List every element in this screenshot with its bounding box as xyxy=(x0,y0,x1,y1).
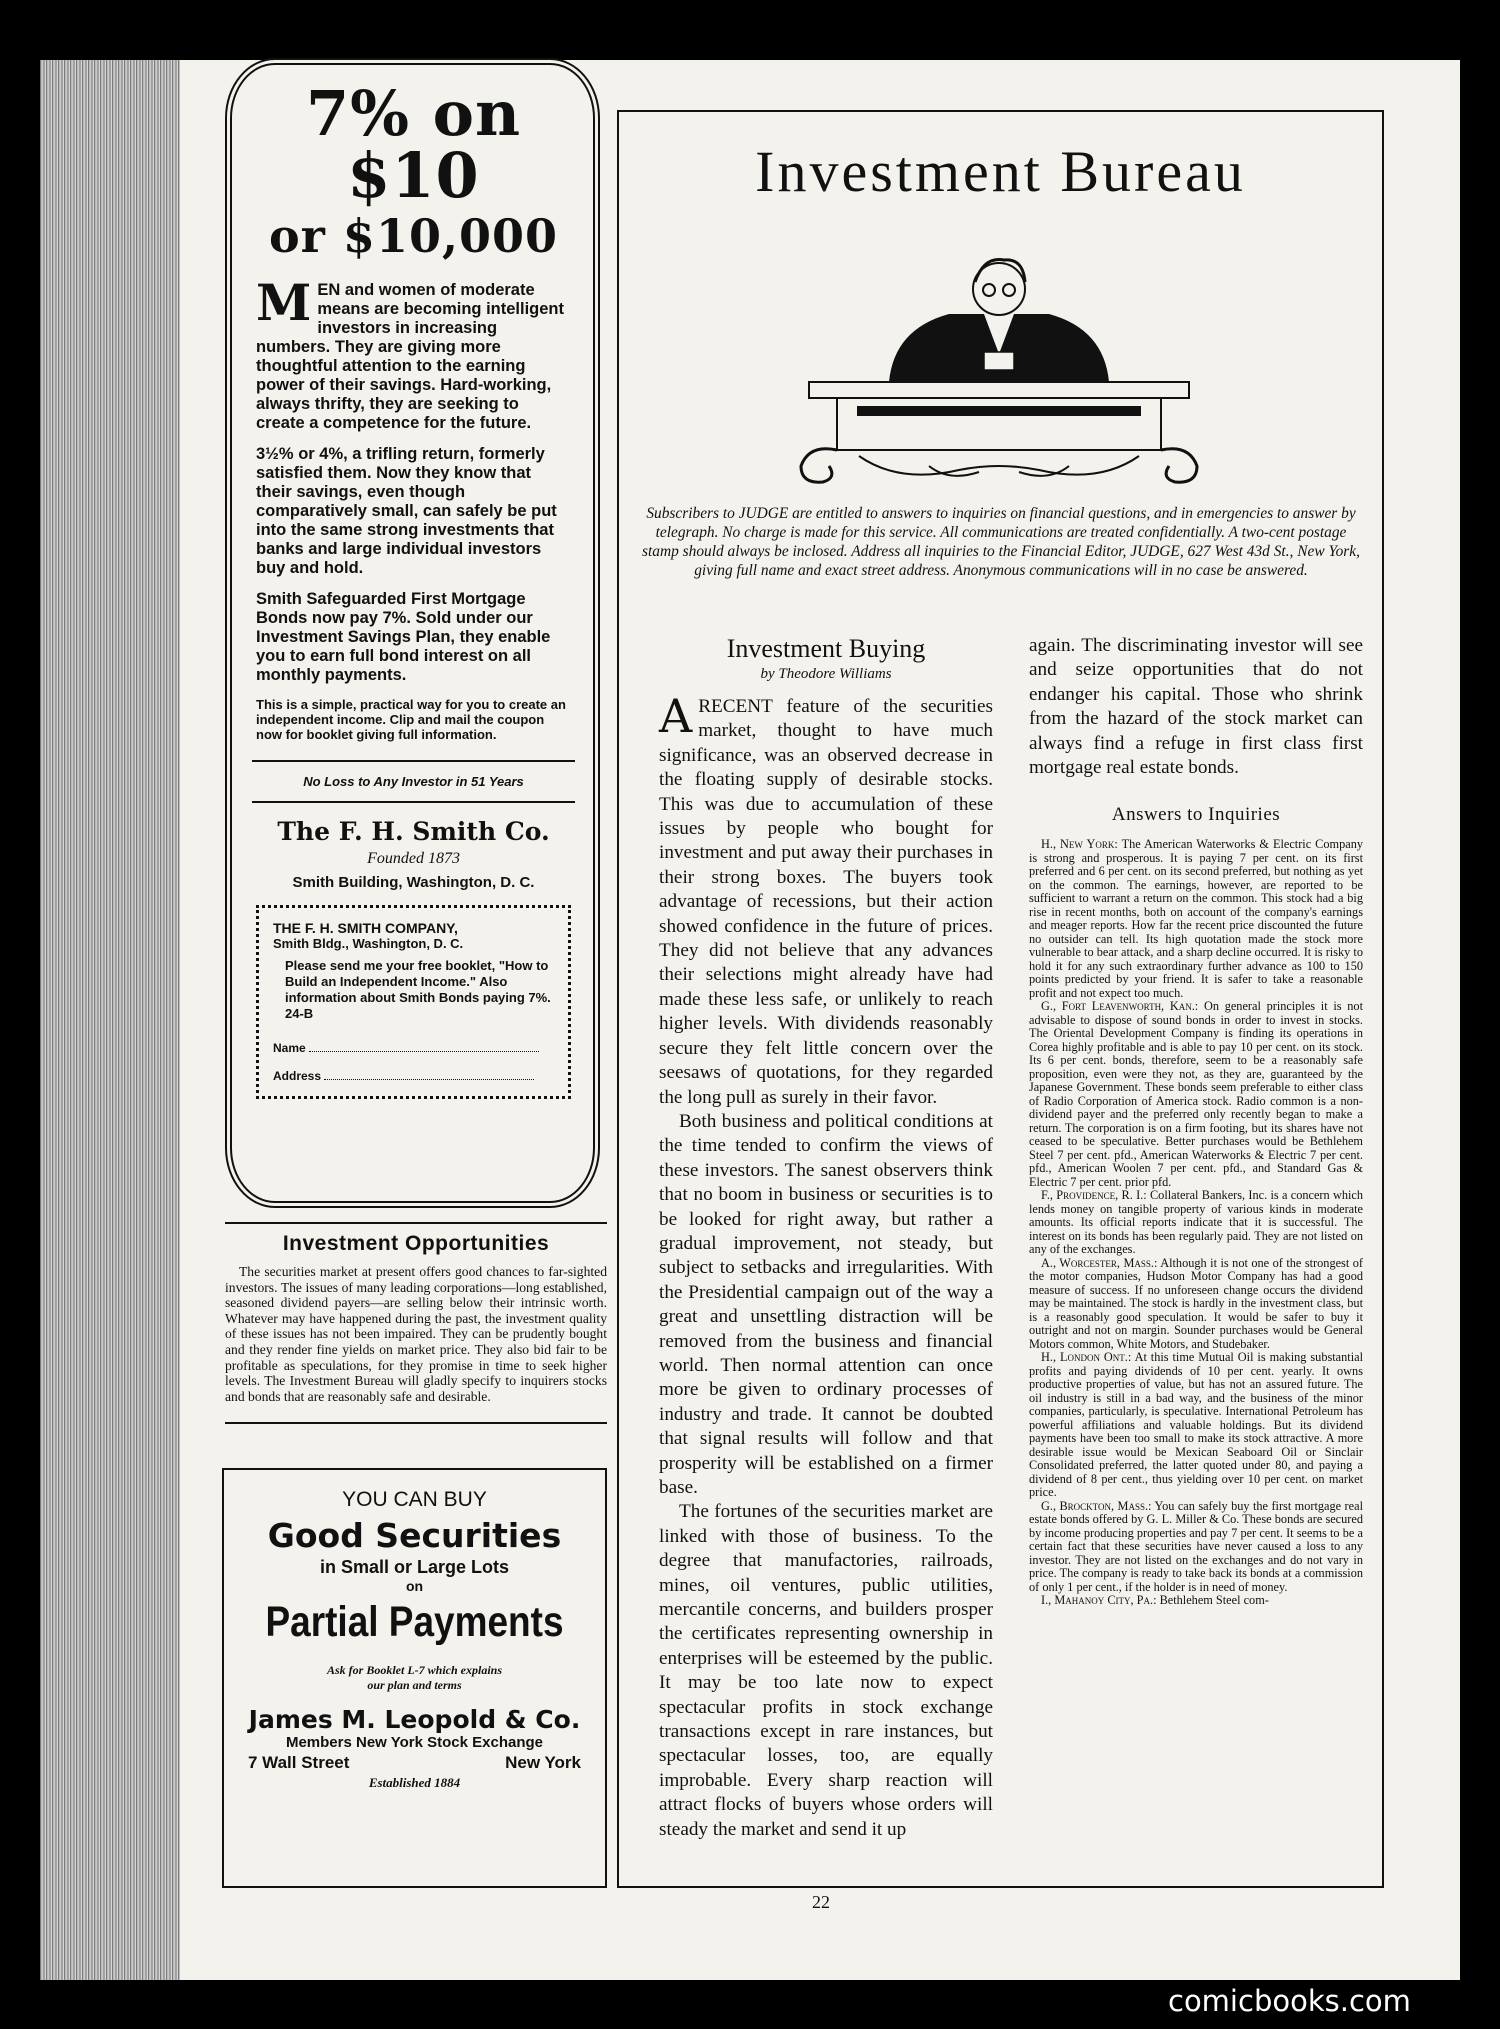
investment-bureau xyxy=(617,110,1384,1888)
bureau-intro: Subscribers to JUDGE are entitled to answers to inquiries on financial questions, and in emergencies to answer by telegraph. No charge is made for this service. All communications are treated confidentially. A two-cent postage stamp should always be inclosed. Address all inquiries to the Financial Editor, JUDGE, 627 West 43d St., New York, giving full name and exact street address. Anonymous communications will in no case be answered. xyxy=(642,505,1360,579)
answer-inquirer: H., London Ont.: xyxy=(1041,1350,1132,1365)
article-para-2: Both business and political conditions at the time tended to confirm the views of these investors. The sanest observers think that no boom in business or securities is to be looked for right away, but rather a gradual improvement, not steady, but subject to setbacks and irregularities. With the Presidential campaign out of the way a great and unsettling distraction will be removed from the business and financial world. Then normal attention can once more be given to ordinary processes of industry and trade. It cannot be doubted that signal results will follow and that prosperity will be established on a firmer base. xyxy=(659,1110,993,1498)
answer-item xyxy=(1029,1351,1363,1500)
leopold-ad xyxy=(222,1468,607,1888)
answer-text: Collateral Bankers, Inc. is a concern which lends money on tangible property of various kinds in moderate amounts. Its official reports indicate that it is successful. The interest on its bonds has been regularly paid. They are not listed on any of the exchanges. xyxy=(1029,1188,1364,1257)
article-column-2 xyxy=(1029,634,1363,1608)
opportunities-text: The securities market at present offers good chances to far-sighted investors. The issues of many leading corporations—long established, seasoned dividend payers—are selling below their intrinsic worth. Whatever may have happened during the past, the investment quality of these issues has not been impaired. They can be prudently bought and they render fine yields on market price. They also bid fair to be profitable as speculations, for they promise in time to seek higher levels. The Investment Bureau will gladly specify to inquirers stocks and bonds that are reasonably safe and desirable. xyxy=(225,1264,607,1404)
answer-text: Bethlehem Steel com- xyxy=(1159,1593,1269,1608)
answer-inquirer: F., Providence, R. I.: xyxy=(1041,1188,1147,1203)
article-byline: by Theodore Williams xyxy=(760,666,892,682)
leopold-line-2: Good Securities xyxy=(267,1516,562,1555)
banker-illustration xyxy=(779,234,1219,504)
leopold-established: Established 1884 xyxy=(368,1775,461,1790)
mail-coupon[interactable] xyxy=(256,905,571,1099)
leopold-members: Members New York Stock Exchange xyxy=(285,1734,544,1751)
answer-inquirer: I., Mahanoy City, Pa.: xyxy=(1041,1593,1157,1608)
answer-item xyxy=(1029,1500,1363,1595)
coupon-line-2: Smith Bldg., Washington, D. C. xyxy=(273,936,464,951)
answer-text: You can safely buy the first mortgage real estate bonds offered by G. L. Miller & Co. These bonds are secured by income producing properties and pay 7 per cent. It seems to be a certain fact that these securities have never caused a loss to any investor. They are not listed on the exchanges and do not vary in price. The company is ready to take back its bonds at a commission of only 1 per cent., if the holder is in need of money. xyxy=(1029,1498,1363,1594)
article-title: Investment Buying xyxy=(726,634,926,663)
ad-para-1: MEN and women of moderate means are becoming intelligent investors in increasing numbers. They are giving more thoughtful attention to the earning power of their savings. Hard-working, always thrifty, they are seeking to create a competence for the future. xyxy=(256,273,565,432)
answer-text: On general principles it is not advisable to dispose of sound bonds in order to invest in stocks. The Oriental Development Company is finding its operations in Corea highly profitable and is able to pay 10 per cent. on its stock. Its 6 per cent. bonds, therefore, seem to be a reasonably safe proposition, even were they not, as they are, guaranteed by the Japanese Government. These bonds seem preferable to either class of Radio Corporation of America stock. Radio common is a non-dividend payer and the preferred only recently began to make a return. The corporation is on a firm footing, but its shares have not ceased to be speculative. Better purchases would be Bethlehem Steel 7 per cent. pfd., American Waterworks & Electric 7 per cent. pfd., American Woolen 7 per cent. pfd., and Standard Gas & Electric 7 per cent. prior pfd. xyxy=(1029,999,1363,1189)
answer-item xyxy=(1029,1594,1363,1608)
answer-inquirer: H., New York: xyxy=(1041,837,1118,852)
leopold-line-3: in Small or Large Lots xyxy=(319,1557,510,1577)
ad-founded: Founded 1873 xyxy=(367,850,460,867)
answer-inquirer: G., Fort Leavenworth, Kan.: xyxy=(1041,999,1199,1014)
smith-bonds-ad xyxy=(225,58,600,1208)
answer-text: Although it is not one of the strongest of the motor companies, Hudson Motor Company has had a good measure of success. If no unforeseen change occurs the dividend may be maintained. The stock is hardly in the investment class, but is a reasonably good speculation. It would be safer to buy it outright and not on margin. Sounder purchases would be General Motors common, White Motors, and Studebaker. xyxy=(1029,1255,1363,1351)
opportunities-section xyxy=(225,1222,607,1424)
answer-item xyxy=(1029,1257,1363,1352)
ad-address: Smith Building, Washington, D. C. xyxy=(292,874,535,891)
answers-title: Answers to Inquiries xyxy=(1111,804,1281,826)
divider xyxy=(225,1422,607,1424)
opportunities-title: Investment Opportunities xyxy=(282,1232,550,1255)
coupon-address-field[interactable]: Address xyxy=(273,1068,554,1084)
page-number: 22 xyxy=(812,1892,830,1912)
ad-slogan: No Loss to Any Investor in 51 Years xyxy=(303,774,524,789)
leopold-company: James M. Leopold & Co. xyxy=(248,1705,581,1734)
divider xyxy=(252,801,575,803)
leopold-line-6: Ask for Booklet L-7 which explains xyxy=(326,1663,502,1677)
coupon-name-field[interactable]: Name xyxy=(273,1040,554,1056)
answer-item xyxy=(1029,1000,1363,1189)
ad-para-2: 3½% or 4%, a trifling return, formerly satisfied them. Now they know that their savings, even though comparatively small, can safely be put into the same strong investments that banks and large individual investors buy and hold. xyxy=(256,445,557,577)
answer-item xyxy=(1029,1189,1363,1257)
answer-item xyxy=(1029,838,1363,1000)
answer-text: At this time Mutual Oil is making substantial profits and paying dividends of 10 per cent. yearly. It owns productive properties of value, but has not an assured future. The oil industry is still in a bad way, and the business of the minor companies, particularly, is speculative. International Petroleum has powerful affiliations and valuable holdings. But its dividend payments have been too small to make its stock attractive. A more desirable issue would be Mexican Seaboard Oil or Sinclair Consolidated preferred, the latter quoted under 80, and paying a dividend of 8 per cent., thus yielding over 10 per cent. on market price. xyxy=(1029,1350,1363,1500)
article-column-1 xyxy=(659,634,993,1842)
coupon-body: Please send me your free booklet, "How to Build an Independent Income." Also information about Smith Bonds paying 7%. 24-B xyxy=(285,958,551,1021)
ad-headline-top: 7% on $10 xyxy=(305,77,522,212)
ad-para-4: This is a simple, practical way for you to create an independent income. Clip and mail the coupon now for booklet giving full information. xyxy=(256,697,566,742)
answer-inquirer: A., Worcester, Mass.: xyxy=(1041,1255,1158,1270)
leopold-line-4: on xyxy=(405,1578,424,1594)
bureau-title: Investment Bureau xyxy=(755,139,1246,204)
article-body xyxy=(659,689,993,1842)
leopold-line-1: YOU CAN BUY xyxy=(342,1488,487,1511)
leopold-line-7: our plan and terms xyxy=(367,1678,462,1692)
article-para-4: again. The discriminating investor will see and seize opportunities that do not endanger his capital. Those who shrink from the hazard of the stock market can always find a refuge in first class first mortgage real estate bonds. xyxy=(1029,635,1363,779)
site-watermark: comicbooks.com xyxy=(1168,1984,1411,2018)
book-binding xyxy=(40,60,180,1980)
divider xyxy=(252,760,575,762)
divider xyxy=(225,1222,607,1224)
answer-text: The American Waterworks & Electric Company is strong and prosperous. It is paying 7 per cent. on its first preferred and 6 per cent. on its second preferred, but nothing as yet on the common. The earnings, however, are reported to be sufficient to warrant a return on the common. This stock had a big rise in recent months, both on account of the company's earnings and meager reports. How far the recent price discounted the future no outsider can tell. Its high quotation made the stock more vulnerable to bear attack, and a sharp decline occurred. It is risky to hold it for any such extraordinary further advance as 100 to 150 points predicted by your friend. It is safer to take a reasonable profit and not expect too much. xyxy=(1029,837,1363,1000)
coupon-line-1: THE F. H. SMITH COMPANY, xyxy=(273,920,458,936)
leopold-line-5: Partial Payments xyxy=(265,1598,564,1646)
answers-list xyxy=(1029,838,1363,1608)
ad-para-3: Smith Safeguarded First Mortgage Bonds now pay 7%. Sold under our Investment Savings Plan, they enable you to earn full bond interest on all monthly payments. xyxy=(256,590,551,684)
answer-inquirer: G., Brockton, Mass.: xyxy=(1041,1498,1152,1513)
ad-company: The F. H. Smith Co. xyxy=(277,817,550,846)
ad-dropcap: M xyxy=(256,273,312,332)
article-para-3: The fortunes of the securities market are linked with those of business. To the degree that manufactories, railroads, mines, oil ventures, public utilities, mercantile concerns, and builders prosper the certificates representing ownership in enterprises will be esteemed by the public. It may be too late now to expect spectacular profits in stock exchange transactions except in rare instances, but spectacular losses, too, are equally improbable. Every sharp reaction will attract flocks of buyers whose orders will steady the market and send it up xyxy=(659,1501,993,1840)
leopold-address: 7 Wall Street New York xyxy=(248,1753,581,1772)
article-dropcap: A xyxy=(659,689,693,743)
ad-headline-bottom: or $10,000 xyxy=(269,209,558,263)
article-para-1: ARECENT feature of the securities market, thought to have much significance, was an observed decrease in the floating supply of desirable stocks. This was due to accumulation of these issues by people who bought for investment and put away their purchases in their strong boxes. The buyers took advantage of recessions, but their action showed confidence in the future of prices. They did not believe that any advances their selections might already have had made these less safe, or unlikely to reach higher levels. With dividends reasonably secure they felt little concern over the seesaws of quotations, for they regarded the long pull as surely in their favor. xyxy=(659,689,993,1108)
